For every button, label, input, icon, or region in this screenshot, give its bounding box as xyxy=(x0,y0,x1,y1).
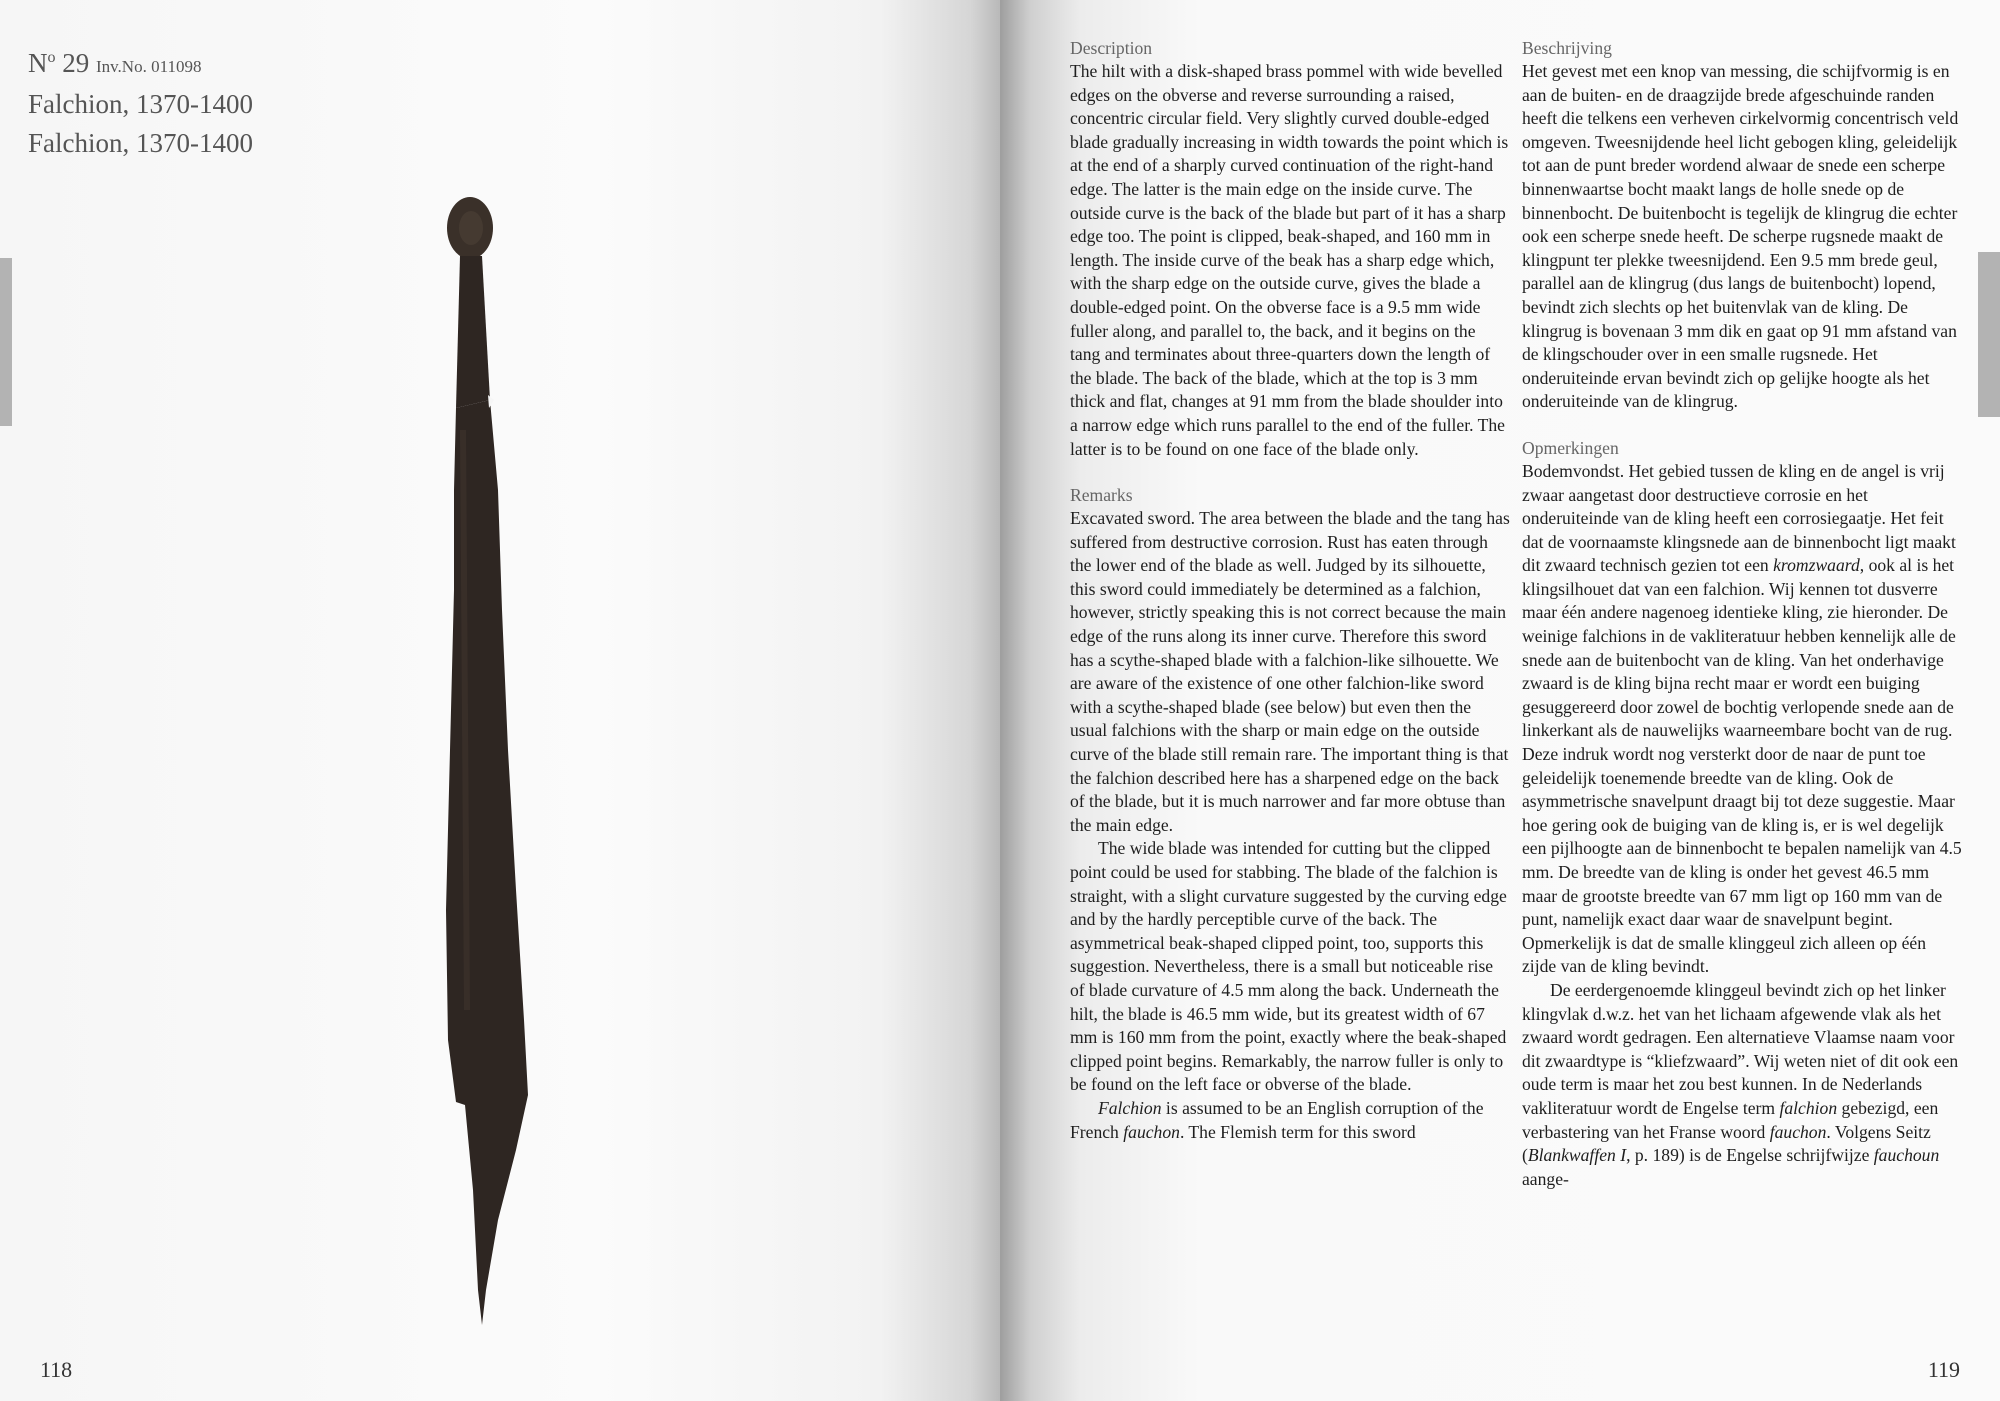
inventory-number: Inv.No. 011098 xyxy=(96,57,202,76)
remarks-text: Excavated sword. The area between the blade and the tang has suffered from destructive corrosion. Rust has eaten through the lower end of the blade as well. Judged by its silhouette, this sword could immediately be determined as a falchion, however, strictly speaking this is not correct because the main edge of the runs along its inner curve. Therefore this sword has a scythe-shaped blade with a falchion-like silhouette. We are aware of the existence of one other falchion-like sword with a scythe-shaped blade (see below) but even then the usual falchions with the sharp or main edge on the outside curve of the blade still remain rare. The important thing is that the falchion described here has a sharpened edge on the back of the blade, but it is much narrower and far more obtuse than the main edge. xyxy=(1070,508,1510,835)
italic-fauchon: fauchon xyxy=(1123,1121,1180,1142)
beschrijving-heading: Beschrijving xyxy=(1522,38,1612,58)
text-span: De eerdergenoemde klinggeul bevindt zich op het linker klingvlak d.w.z. het van het lichaam afgewende vlak als het zwaard wordt gedragen. Een alternatieve Vlaamse naam voor dit zwaardtype is “kliefzwaard”. Wij weten niet of dit ook een oude term is maar het zou best kunnen. In de Nederlands vakliteratuur wordt de Engelse term xyxy=(1522,979,1959,1118)
text-span: gebezigd, een verbastering van het Franse woord xyxy=(1522,1097,1939,1142)
page-number-left: 118 xyxy=(40,1357,73,1382)
catalog-header xyxy=(28,40,253,163)
sword-corrosion xyxy=(488,395,494,408)
italic-kromzwaard: kromzwaard xyxy=(1773,555,1860,576)
sword-pommel-field xyxy=(459,211,483,245)
text-span: is assumed to be an English corruption of the French xyxy=(1070,1097,1484,1142)
catalog-number: 29 xyxy=(55,48,90,78)
page-number-right: 119 xyxy=(1927,1357,1960,1382)
right-page xyxy=(1000,0,2000,1401)
catalog-prefix: N xyxy=(28,48,48,78)
italic-term: fauchon xyxy=(1769,1121,1827,1142)
italic-title: Blankwaffen I xyxy=(1527,1145,1627,1166)
text-span: , ook al is het klingsilhouet dat van een falchion. Wij kennen tot dusverre maar één andere nagenoeg identieke kling, zie hieronder. De weinige falchions in de vakliteratuur hebben kennelijk alle de snede aan de buitenbocht van de kling. Van het onderhavige zwaard is de kling bijna recht maar er wordt een buiging gesuggereerd door zowel de bochtig verlopende snede aan de linkerkant als de nauwelijks waarneembare bocht van de rug. Deze indruk wordt nog versterkt door de naar de punt toe geleidelijk toenemende breedte van de kling. Ook de asymmetrische snavelpunt draagt bij tot deze suggestie. Maar hoe gering ook de buiging van de kling is, er is wel degelijk een pijlhoogte aan de binnenbocht te bepalen namelijk van 4.5 mm. De breedte van de kling is onder het gevest 46.5 mm maar de grootste breedte van 67 mm ligt op 160 mm van de punt, namelijk exact daar waar de snavelpunt begint. Opmerkelijk is dat de smalle klinggeul zich alleen op één zijde van de kling bevindt. xyxy=(1522,555,1962,977)
sword-tang xyxy=(456,256,490,408)
remarks-paragraph-2: The wide blade was intended for cutting but the clipped point could be used for stabbing. The blade of the falchion is straight, with a slight curvature suggested by the curving edge and by the hardly perceptible curve of the back. The asymmetrical beak-shaped clipped point, too, supports this suggestion. Nevertheless, there is a small but noticeable rise of blade curvature of 4.5 mm along the back. Underneath the hilt, the blade is 46.5 mm wide, but its greatest width of 67 mm is 160 mm from the point, exactly where the beak-shaped clipped point begins. Remarkably, the narrow fuller is only to be found on the left face or obverse of the blade. xyxy=(1070,838,1507,1095)
remarks-paragraph-3 xyxy=(1070,1097,1510,1144)
page-edge-tab xyxy=(0,258,12,426)
description-heading: Description xyxy=(1070,38,1153,58)
opmerkingen-text xyxy=(1522,460,1962,979)
text-span: Bodemvondst. Het gebied tussen de kling en de angel is vrij zwaar aangetast door destructieve corrosie en het onderuiteinde van de kling heeft een corrosiegaatje. Het feit dat de voornaamste klingsnede aan de binnenbocht ligt maakt dit zwaard technisch gezien tot een xyxy=(1522,460,1956,576)
italic-term: fauchoun xyxy=(1873,1145,1940,1166)
sword-blade xyxy=(446,400,528,1325)
title-english: Falchion, 1370-1400 xyxy=(28,89,253,119)
sword-photo xyxy=(390,190,540,1350)
italic-term: falchion xyxy=(1779,1097,1838,1118)
beschrijving-text: Het gevest met een knop van messing, die schijfvormig is en aan de buiten- en de draagzijde brede afgeschuinde randen heeft die telkens een verheven cirkelvormig concentrisch veld omgeven. Tweesnijdende heel licht gebogen kling, geleidelijk tot aan de punt breder wordend alwaar de snede een scherpe binnenwaartse bocht maakt langs de holle snede op de binnenbocht. De buitenbocht is tegelijk de klingrug die echter ook een scherpe snede heeft. De scherpe rugsnede maakt de klingpunt ter plekke tweesnijdend. Een 9.5 mm brede geul, parallel aan de klingrug (dus langs de buitenbocht) lopend, bevindt zich slechts op het buitenvlak van de kling. De klingrug is bovenaan 3 mm dik en gaat op 91 mm afstand van de klingschouder over in een smalle rugsnede. Het onderuiteinde ervan bevindt zich op gelijke hoogte als het onderuiteinde van de klingrug. xyxy=(1522,61,1959,412)
catalog-superscript: o xyxy=(47,49,56,66)
italic-falchion: Falchion xyxy=(1098,1097,1162,1118)
description-text: The hilt with a disk-shaped brass pommel with wide bevelled edges on the obverse and reverse surrounding a raised, concentric circular field. Very slightly curved double-edged blade gradually increasing in width towards the point which is at the end of a sharply curved continuation of the right-hand edge. The latter is the main edge on the inside curve. The outside curve is the back of the blade but part of it has a sharp edge too. The point is clipped, beak-shaped, and 160 mm in length. The inside curve of the beak has a sharp edge which, with the sharp edge on the outside curve, gives the blade a double-edged point. On the obverse face is a 9.5 mm wide fuller along, and parallel to, the back, and it begins on the tang and terminates about three-quarters down the length of the blade. The back of the blade, which at the top is 3 mm thick and flat, changes at 91 mm from the blade shoulder into a narrow edge which runs parallel to the end of the fuller. The latter is to be found on one face of the blade only. xyxy=(1070,61,1509,459)
dutch-column xyxy=(1522,36,1962,1191)
catalog-number-line xyxy=(28,40,253,85)
page-edge-tab-right xyxy=(1978,252,2000,417)
text-span: , p. 189) is de Engelse schrijfwijze xyxy=(1626,1145,1874,1166)
text-span: . Volgens Seitz ( xyxy=(1522,1121,1931,1166)
text-span: . The Flemish term for this sword xyxy=(1179,1121,1416,1142)
english-column xyxy=(1070,36,1510,1144)
opmerkingen-heading: Opmerkingen xyxy=(1522,437,1619,458)
text-span: aange- xyxy=(1522,1168,1569,1189)
opmerkingen-paragraph-2 xyxy=(1522,979,1962,1191)
title-dutch: Falchion, 1370-1400 xyxy=(28,128,253,158)
remarks-heading: Remarks xyxy=(1070,485,1133,506)
